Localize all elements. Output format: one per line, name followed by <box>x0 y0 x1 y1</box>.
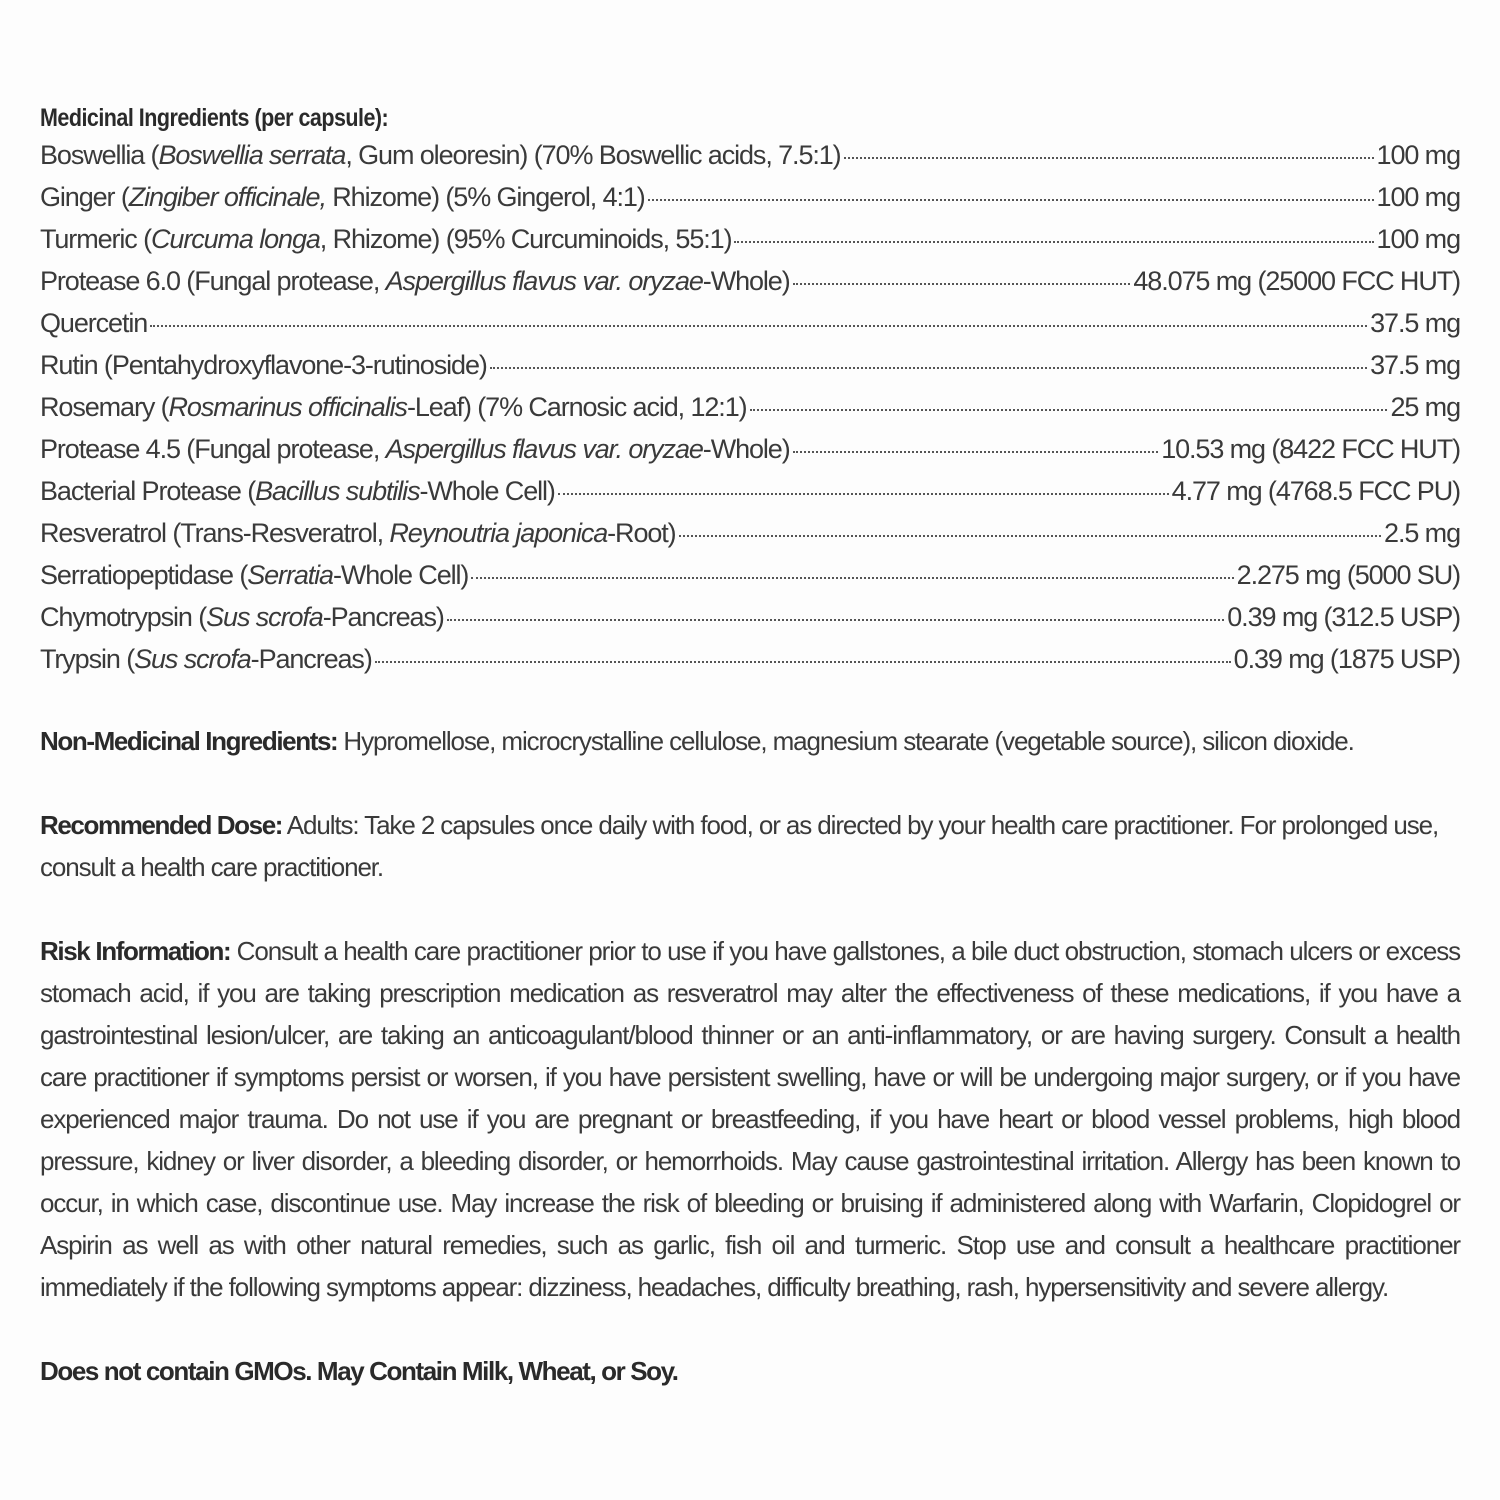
ingredient-latin-name: Serratia <box>247 560 333 590</box>
ingredient-row <box>40 350 1460 392</box>
ingredient-latin-name: Sus scrofa <box>206 602 323 632</box>
ingredient-name-part: -Pancreas) <box>250 644 372 674</box>
dot-leader <box>447 619 1225 621</box>
ingredient-amount: 2.5 mg <box>1384 518 1460 548</box>
ingredient-name-part: Bacterial Protease ( <box>40 476 256 506</box>
ingredient-row <box>40 560 1460 602</box>
ingredient-name <box>40 518 676 549</box>
ingredient-latin-name: Aspergillus flavus var. oryzae <box>385 434 703 464</box>
ingredient-name <box>40 392 747 423</box>
ingredient-name-part: Boswellia ( <box>40 140 159 170</box>
ingredient-latin-name: Curcuma longa <box>151 224 320 254</box>
ingredient-name-part: Turmeric ( <box>40 224 151 254</box>
ingredient-latin-name: Zingiber officinale, <box>128 182 326 212</box>
ingredient-row <box>40 434 1460 476</box>
ingredient-name-part: Serratiopeptidase ( <box>40 560 248 590</box>
ingredient-row <box>40 644 1460 686</box>
ingredient-name <box>40 434 790 465</box>
dot-leader <box>793 283 1131 285</box>
ingredient-name <box>40 182 645 213</box>
dot-leader <box>490 367 1367 369</box>
dot-leader <box>375 661 1231 663</box>
ingredient-row <box>40 476 1460 518</box>
ingredient-latin-name: Boswellia serrata <box>158 140 346 170</box>
medicinal-ingredients-heading: Medicinal Ingredients (per capsule): <box>40 104 389 132</box>
ingredient-latin-name: Rosmarinus officinalis <box>168 392 407 422</box>
recommended-dose <box>40 804 1460 888</box>
ingredient-name <box>40 350 487 381</box>
ingredient-amount: 4.77 mg (4768.5 FCC PU) <box>1171 476 1460 506</box>
ingredient-amount: 48.075 mg (25000 FCC HUT) <box>1133 266 1460 296</box>
ingredient-name-part: Protease 4.5 (Fungal protease, <box>40 434 386 464</box>
ingredient-latin-name: Sus scrofa <box>134 644 251 674</box>
ingredient-name <box>40 308 147 339</box>
ingredient-name-part: -Whole) <box>702 266 790 296</box>
ingredient-name <box>40 140 841 171</box>
ingredient-amount: 37.5 mg <box>1370 308 1460 338</box>
ingredient-name <box>40 266 790 297</box>
ingredient-name-part: Protease 6.0 (Fungal protease, <box>40 266 386 296</box>
ingredient-row <box>40 392 1460 434</box>
ingredient-name <box>40 476 555 507</box>
ingredient-name-part: -Whole Cell) <box>332 560 469 590</box>
ingredient-name-part: Ginger ( <box>40 182 129 212</box>
ingredient-amount: 100 mg <box>1376 140 1460 170</box>
ingredient-name-part: -Whole) <box>702 434 790 464</box>
ingredient-amount: 2.275 mg (5000 SU) <box>1236 560 1460 590</box>
recommended-dose-text: Adults: Take 2 capsules once daily with food, or as directed by your health care practitioner. For prolonged use, consult a health care practitioner. <box>40 810 1439 882</box>
allergen-statement: Does not contain GMOs. May Contain Milk, Wheat, or Soy. <box>40 1356 678 1386</box>
ingredient-amount: 0.39 mg (312.5 USP) <box>1227 602 1460 632</box>
ingredient-amount: 100 mg <box>1376 182 1460 212</box>
ingredient-name <box>40 644 372 675</box>
ingredient-name-part: , Rhizome) (95% Curcuminoids, 55:1) <box>319 224 732 254</box>
ingredient-row <box>40 182 1460 224</box>
dot-leader <box>844 157 1374 159</box>
dot-leader <box>793 451 1159 453</box>
dot-leader <box>471 577 1233 579</box>
ingredient-row <box>40 224 1460 266</box>
dot-leader <box>750 409 1388 411</box>
ingredient-latin-name: Bacillus subtilis <box>255 476 420 506</box>
ingredient-name-part: Quercetin <box>40 308 148 338</box>
ingredient-amount: 10.53 mg (8422 FCC HUT) <box>1161 434 1460 464</box>
ingredient-name-part: -Leaf) (7% Carnosic acid, 12:1) <box>406 392 747 422</box>
risk-information-text: Consult a health care practitioner prior to use if you have gallstones, a bile duct obstruction, stomach ulcers or excess stomach acid, if you are taking prescription medication as resveratrol may alter the effectiveness of these medications, if you have a gastrointestinal lesion/ulcer, are taking an anticoagulant/blood thinner or an anti-inflammatory, or are having surgery. Consult a health care practitioner if symptoms persist or worsen, if you have persistent swelling, have or will be undergoing major surgery, or if you have experienced major trauma. Do not use if you are pregnant or breastfeeding, if you have heart or blood vessel problems, high blood pressure, kidney or liver disorder, a bleeding disorder, or hemorrhoids. May cause gastrointestinal irritation. Allergy has been known to occur, in which case, discontinue use. May increase the risk of bleeding or bruising if administered along with Warfarin, Clopidogrel or Aspirin as well as with other natural remedies, such as garlic, fish oil and turmeric. Stop use and consult a healthcare practitioner immediately if the following symptoms appear: dizziness, headaches, difficulty breathing, rash, hypersensitivity and severe allergy. <box>40 936 1460 1302</box>
ingredient-amount: 25 mg <box>1390 392 1460 422</box>
ingredient-name <box>40 602 444 633</box>
ingredient-amount: 37.5 mg <box>1370 350 1460 380</box>
risk-information <box>40 930 1460 1308</box>
ingredient-row <box>40 518 1460 560</box>
dot-leader <box>734 241 1373 243</box>
ingredient-name-part: Chymotrypsin ( <box>40 602 207 632</box>
ingredient-row <box>40 140 1460 182</box>
medicinal-ingredients-list <box>40 140 1460 686</box>
ingredient-name-part: Resveratrol (Trans-Resveratrol, <box>40 518 390 548</box>
ingredient-amount: 0.39 mg (1875 USP) <box>1233 644 1460 674</box>
dot-leader <box>679 535 1381 537</box>
ingredient-row <box>40 308 1460 350</box>
dot-leader <box>648 199 1374 201</box>
non-medicinal-label: Non-Medicinal Ingredients: <box>40 726 338 756</box>
risk-information-label: Risk Information: <box>40 936 231 966</box>
ingredient-name <box>40 224 731 255</box>
ingredient-row <box>40 266 1460 308</box>
dot-leader <box>558 493 1169 495</box>
ingredient-name-part: -Pancreas) <box>322 602 444 632</box>
dot-leader <box>150 325 1367 327</box>
ingredient-name-part: Trypsin ( <box>40 644 135 674</box>
non-medicinal-ingredients <box>40 720 1460 762</box>
ingredient-name-part: -Whole Cell) <box>419 476 555 506</box>
ingredient-amount: 100 mg <box>1376 224 1460 254</box>
ingredient-latin-name: Reynoutria japonica <box>389 518 608 548</box>
ingredient-name-part: -Root) <box>607 518 676 548</box>
ingredient-name-part: Rutin (Pentahydroxyflavone-3-rutinoside) <box>40 350 487 380</box>
ingredient-name-part: Rosemary ( <box>40 392 169 422</box>
non-medicinal-text: Hypromellose, microcrystalline cellulose, magnesium stearate (vegetable source), silicon dioxide. <box>337 726 1354 756</box>
recommended-dose-label: Recommended Dose: <box>40 810 283 840</box>
ingredient-name <box>40 560 468 591</box>
ingredient-latin-name: Aspergillus flavus var. oryzae <box>385 266 703 296</box>
ingredient-name-part: Rhizome) (5% Gingerol, 4:1) <box>325 182 645 212</box>
ingredient-row <box>40 602 1460 644</box>
ingredient-name-part: , Gum oleoresin) (70% Boswellic acids, 7.5:1) <box>345 140 841 170</box>
